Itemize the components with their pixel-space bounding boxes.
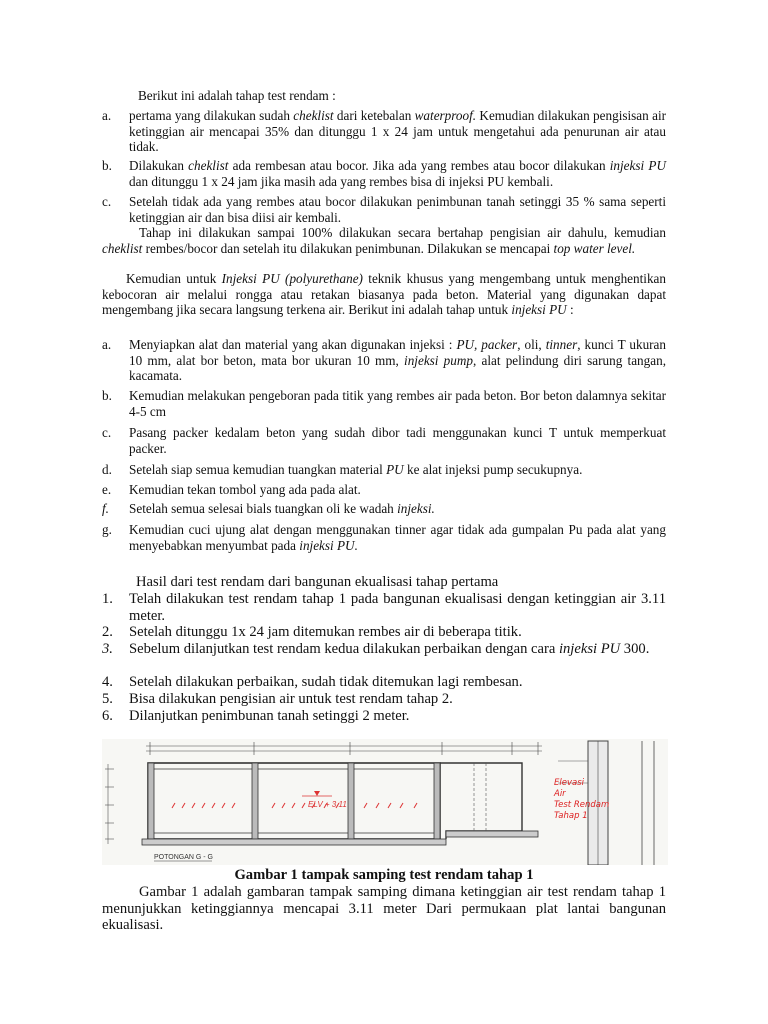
list-item [102,337,666,384]
list-marker: 2. [102,624,113,640]
paragraph-injeksi: Kemudian untuk Injeksi PU (polyurethane) teknik khusus yang mengembang untuk menghentikan kebocoran air melalui rongga atau retakan biasanya pada beton. Material yang digunakan dapat mengembang jika secara langsung terkena air. Berikut ini adalah tahap untuk injeksi PU : [102,271,666,318]
list-item-text: Kemudian tekan tombol yang ada pada alat. [129,482,361,497]
list-marker: 5. [102,691,113,707]
list-item-text: Kemudian cuci ujung alat dengan menggunakan tinner agar tidak ada gumpalan Pu pada alat yang menyebabkan menyumbat pada injeksi PU. [129,522,666,553]
list-marker: c. [102,425,112,440]
annot-line-2: Air [554,789,566,799]
list-marker: e. [102,482,112,497]
list-item-text: Setelah tidak ada yang rembes atau bocor dilakukan penimbunan tanah setinggi 35 % sama seperti ketinggian air dan bisa diisi air kembali. [129,194,666,225]
closing-paragraph: Gambar 1 adalah gambaran tampak samping dimana ketinggian air test rendam tahap 1 menunjukkan ketinggiannya mencapai 3.11 meter Dari permukaan plat lantai bangunan ekualisasi. [102,884,666,934]
list-item-text: pertama yang dilakukan sudah cheklist dari ketebalan waterproof. Kemudian dilakukan pengisisan air ketinggian air mencapai 35% dan ditunggu 1 x 24 jam untuk mengetahui ada penurunan air atau tidak. [129,108,666,155]
list-item-text: Sebelum dilanjutkan test rendam kedua dilakukan perbaikan dengan cara injeksi PU 300. [129,641,650,657]
paragraph-tahap: Tahap ini dilakukan sampai 100% dilakukan secara bertahap pengisian air dahulu, kemudian cheklist rembes/bocor dan setelah itu dilakukan penimbunan. Dilakukan se mencapai top water level. [102,225,666,256]
list-item [102,522,666,553]
annot-line-1: Elevasi [554,778,584,788]
list-item [102,158,666,189]
list-marker: 1. [102,591,113,607]
list-item-text: Setelah semua selesai bials tuangkan oli ke wadah injeksi. [129,501,435,516]
annot-line-4: Tahap 1 [554,811,588,821]
list-item-text: Dilanjutkan penimbunan tanah setinggi 2 meter. [129,708,410,724]
list-item [102,482,666,498]
list-marker: g. [102,522,112,537]
section-drawing-figure [102,739,668,865]
list-item [102,462,666,478]
list-marker: a. [102,108,112,123]
list-item [102,674,666,691]
section-label: POTONGAN G - G [154,854,213,861]
list-marker: b. [102,388,112,403]
list-item [102,591,666,624]
list-item-text: Setelah ditunggu 1x 24 jam ditemukan rembes air di beberapa titik. [129,624,522,640]
intro-line: Berikut ini adalah tahap test rendam : [138,88,336,103]
figure-caption: Gambar 1 tampak samping test rendam tahap 1 [234,867,534,883]
list-item-text: Setelah dilakukan perbaikan, sudah tidak ditemukan lagi rembesan. [129,674,523,690]
list-marker: b. [102,158,112,173]
list-item-text: Bisa dilakukan pengisian air untuk test rendam tahap 2. [129,691,453,707]
elv-label: ELV + 3.11 [308,800,347,809]
list-item [102,501,666,517]
list-item [102,641,666,658]
annot-line-3: Test Rendam [554,800,610,810]
section-drawing [102,739,668,865]
list-item [102,624,666,641]
list-item-text: Menyiapkan alat dan material yang akan digunakan injeksi : PU, packer, oli, tinner, kunci T ukuran 10 mm, alat bor beton, mata bor ukuran 10 mm, injeksi pump, alat pelindung diri sarung tangan, kacamata. [129,337,666,384]
list-marker: 4. [102,674,113,690]
list-item-text: Telah dilakukan test rendam tahap 1 pada bangunan ekualisasi dengan ketinggian air 3.11 meter. [129,591,666,624]
list-item [102,194,666,225]
list-item-text: Dilakukan cheklist ada rembesan atau bocor. Jika ada yang rembes atau bocor dilakukan injeksi PU dan ditunggu 1 x 24 jam jika masih ada yang rembes bisa di injeksi PU kembali. [129,158,666,189]
list-marker: 6. [102,708,113,724]
list-item [102,108,666,155]
list-marker: d. [102,462,112,477]
list-item [102,425,666,456]
list-item [102,388,666,419]
list-marker: c. [102,194,112,209]
list-marker: a. [102,337,112,352]
list-item [102,708,666,725]
list-marker: 3. [102,641,113,657]
list-item-text: Kemudian melakukan pengeboran pada titik yang rembes air pada beton. Bor beton dalamnya sekitar 4-5 cm [129,388,666,419]
list-item [102,691,666,708]
list-marker: f. [102,501,109,516]
list-item-text: Setelah siap semua kemudian tuangkan material PU ke alat injeksi pump secukupnya. [129,462,583,477]
list-item-text: Pasang packer kedalam beton yang sudah dibor tadi menggunakan kunci T untuk memperkuat packer. [129,425,666,456]
hasil-heading: Hasil dari test rendam dari bangunan ekualisasi tahap pertama [136,574,499,590]
